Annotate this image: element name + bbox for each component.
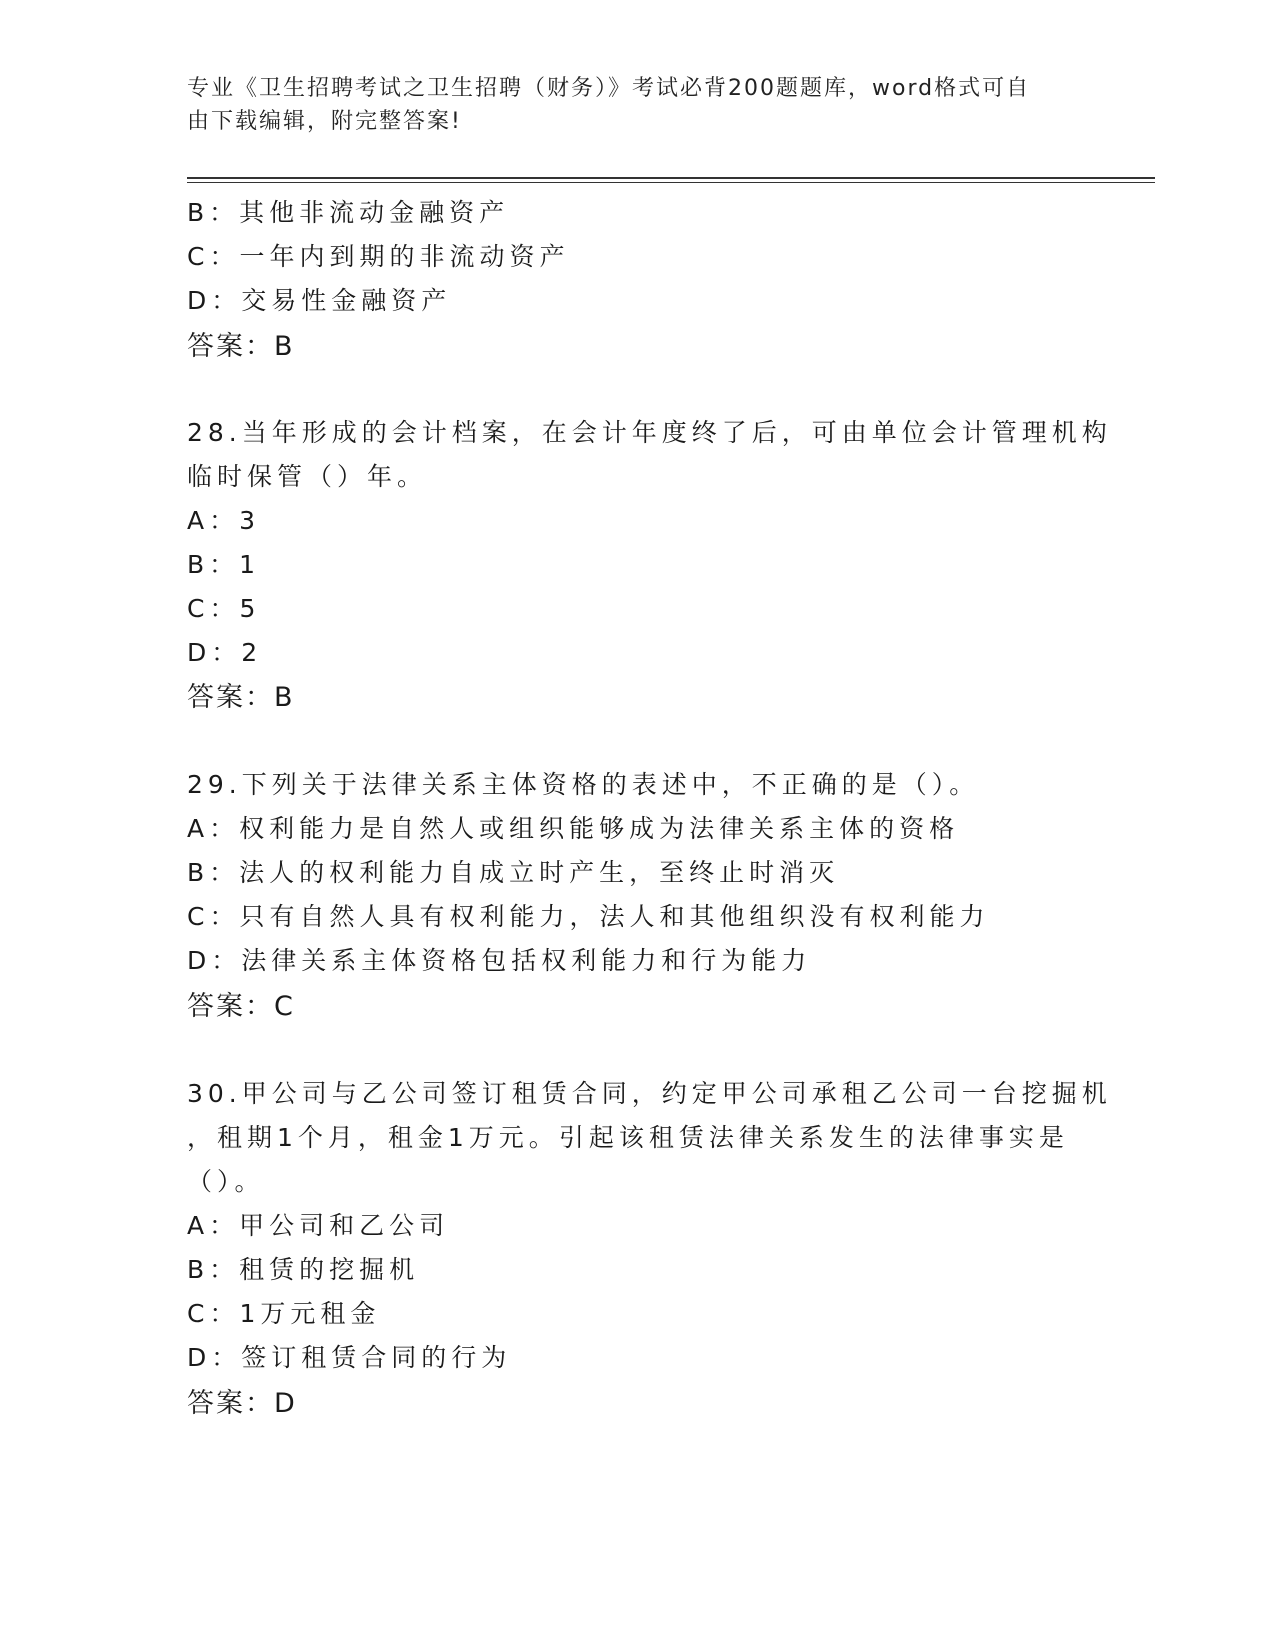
prev-option-d: D：交易性金融资产	[187, 286, 452, 315]
header-divider-thick	[187, 177, 1155, 179]
q29-stem-line-1: 29.下列关于法律关系主体资格的表述中，不正确的是（）。	[187, 770, 980, 799]
q29-option-d: D：法律关系主体资格包括权利能力和行为能力	[187, 946, 812, 975]
header-line-2: 由下载编辑，附完整答案!	[187, 109, 462, 134]
q28-option-a: A：3	[187, 506, 261, 535]
q30-stem-line-3: （）。	[187, 1167, 265, 1196]
q28-answer: 答案：B	[187, 682, 295, 713]
prev-answer: 答案：B	[187, 331, 295, 362]
q29-answer: 答案：C	[187, 991, 295, 1022]
q28-option-c: C：5	[187, 594, 261, 623]
prev-option-c: C：一年内到期的非流动资产	[187, 242, 570, 271]
q30-option-a: A：甲公司和乙公司	[187, 1211, 450, 1240]
q28-option-b: B：1	[187, 550, 261, 579]
q29-option-b: B：法人的权利能力自成立时产生，至终止时消灭	[187, 858, 840, 887]
prev-option-b: B：其他非流动金融资产	[187, 198, 510, 227]
q28-stem-line-2: 临时保管（）年。	[187, 462, 428, 491]
q30-stem-line-2: ，租期1个月，租金1万元。引起该租赁法律关系发生的法律事实是	[187, 1123, 1069, 1152]
q28-stem-line-1: 28.当年形成的会计档案，在会计年度终了后，可由单位会计管理机构	[187, 418, 1112, 447]
q29-option-c: C：只有自然人具有权利能力，法人和其他组织没有权利能力	[187, 902, 990, 931]
q29-option-a: A：权利能力是自然人或组织能够成为法律关系主体的资格	[187, 814, 960, 843]
header-line-1: 专业《卫生招聘考试之卫生招聘（财务）》考试必背200题题库，word格式可自	[187, 76, 1031, 101]
q30-answer: 答案：D	[187, 1388, 297, 1419]
q30-option-d: D：签订租赁合同的行为	[187, 1343, 512, 1372]
q30-stem-line-1: 30.甲公司与乙公司签订租赁合同，约定甲公司承租乙公司一台挖掘机	[187, 1079, 1112, 1108]
header-divider-thin	[187, 182, 1155, 183]
q28-option-d: D：2	[187, 638, 263, 667]
q30-option-b: B：租赁的挖掘机	[187, 1255, 420, 1284]
q30-option-c: C：1万元租金	[187, 1299, 381, 1328]
document-header	[187, 72, 1087, 138]
